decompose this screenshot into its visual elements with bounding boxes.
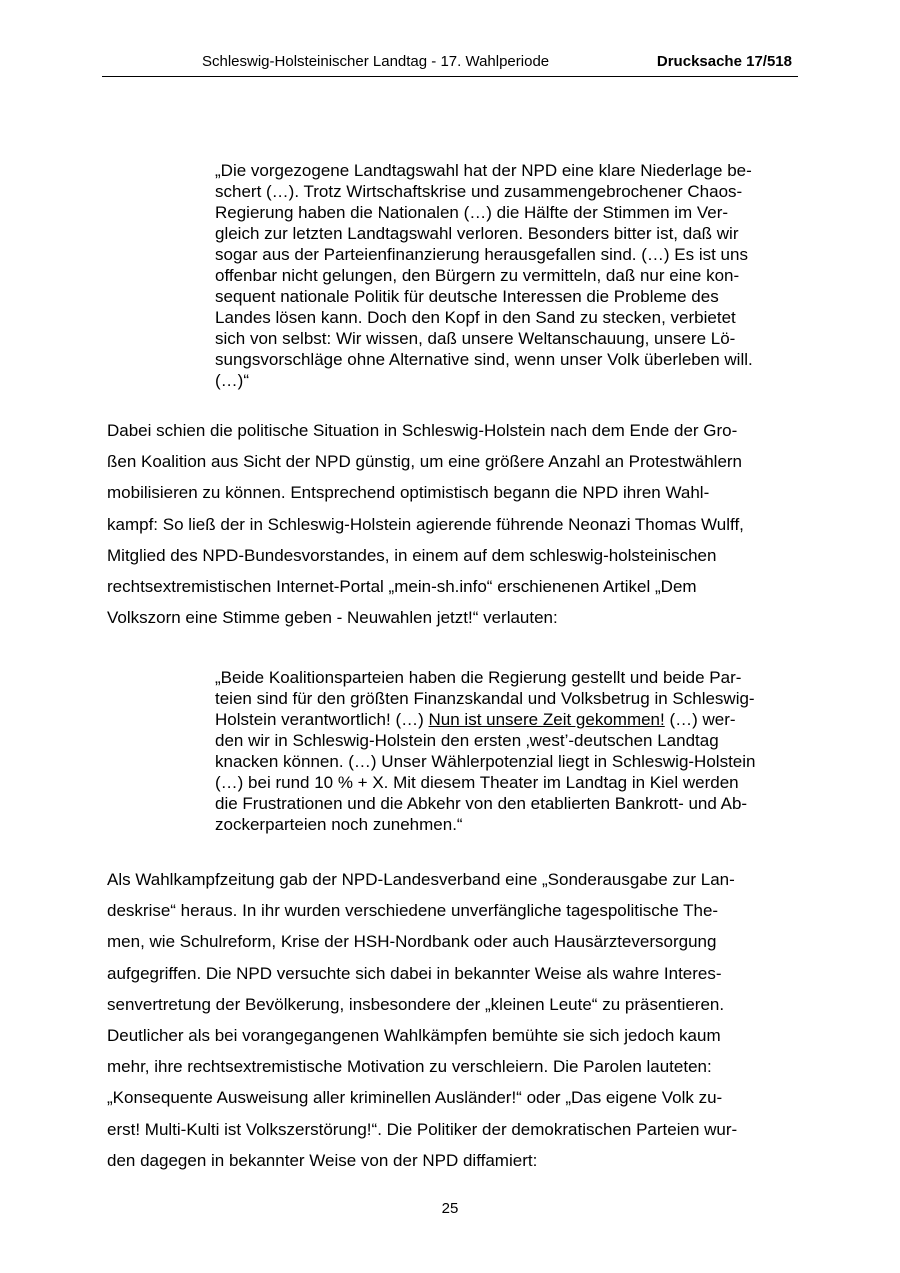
paragraph-line: Als Wahlkampfzeitung gab der NPD-Landesverband eine „Sonderausgabe zur Lan- [107,870,735,889]
quote-line: offenbar nicht gelungen, den Bürgern zu vermitteln, daß nur eine kon- [215,266,740,285]
paragraph-line: erst! Multi-Kulti ist Volkszerstörung!“. Die Politiker der demokratischen Parteien wur- [107,1119,738,1139]
quote-line: „Die vorgezogene Landtagswahl hat der NPD eine klare Niederlage be- [215,161,752,180]
body-paragraph-1 [107,415,807,633]
quote-line: die Frustrationen und die Abkehr von den etablierten Bankrott- und Ab- [215,794,748,813]
quote-line: zockerparteien noch zunehmen.“ [215,815,463,834]
quote-line: „Beide Koalitionsparteien haben die Regierung gestellt und beide Par- [215,668,742,687]
paragraph-line: men, wie Schulreform, Krise der HSH-Nordbank oder auch Hausärzteversorgung [107,932,717,952]
quote-line: sungsvorschläge ohne Alternative sind, wenn unser Volk überleben will. [215,350,753,369]
paragraph-line: senvertretung der Bevölkerung, insbesondere der „kleinen Leute“ zu präsentieren. [107,994,725,1014]
paragraph-line: Deutlicher als bei vorangegangenen Wahlkämpfen bemühte sie sich jedoch kaum [107,1026,721,1046]
page-number: 25 [441,1200,459,1217]
quote-line: Landes lösen kann. Doch den Kopf in den Sand zu stecken, verbietet [215,308,736,327]
quote-line: teien sind für den größten Finanzskandal und Volksbetrug in Schleswig- [215,689,755,708]
paragraph-line: den dagegen in bekannter Weise von der NPD diffamiert: [107,1150,538,1170]
quote-line: schert (…). Trotz Wirtschaftskrise und zusammengebrochener Chaos- [215,182,743,201]
paragraph-line: Dabei schien die politische Situation in Schleswig-Holstein nach dem Ende der Gro- [107,421,738,440]
paragraph-line: Volkszorn eine Stimme geben - Neuwahlen jetzt!“ verlauten: [107,608,558,628]
quote-line: sequent nationale Politik für deutsche Interessen die Probleme des [215,287,719,306]
paragraph-line: „Konsequente Ausweisung aller kriminellen Ausländer!“ oder „Das eigene Volk zu- [107,1088,723,1108]
paragraph-line: deskrise“ heraus. In ihr wurden verschiedene unverfängliche tagespolitische The- [107,901,719,921]
quote-line: (…)“ [215,371,249,390]
quote-line: gleich zur letzten Landtagswahl verloren. Besonders bitter ist, daß wir [215,224,739,243]
document-number: Drucksache 17/518 [656,53,792,70]
page-header [102,48,798,77]
header-title: Schleswig-Holsteinischer Landtag - 17. Wahlperiode [202,53,550,70]
quote-line: sich von selbst: Wir wissen, daß unsere Weltanschauung, unsere Lö- [215,329,736,348]
quote-text: (…) wer- [664,710,736,729]
quote-line: den wir in Schleswig-Holstein den ersten ‚west’-deutschen Landtag [215,731,719,750]
block-quote-2 [215,667,800,835]
paragraph-line: mobilisieren zu können. Entsprechend optimistisch begann die NPD ihren Wahl- [107,483,710,503]
paragraph-line: mehr, ihre rechtsextremistische Motivation zu verschleiern. Die Parolen lauteten: [107,1057,712,1077]
quote-line: knacken können. (…) Unser Wählerpotenzial liegt in Schleswig-Holstein [215,752,756,771]
paragraph-line: ßen Koalition aus Sicht der NPD günstig, um eine größere Anzahl an Protestwählern [107,452,743,472]
paragraph-line: kampf: So ließ der in Schleswig-Holstein agierende führende Neonazi Thomas Wulff, [107,514,744,534]
quote-line: sogar aus der Parteienfinanzierung herausgefallen sind. (…) Es ist uns [215,245,748,264]
body-paragraph-2 [107,864,807,1176]
paragraph-line: Mitglied des NPD-Bundesvorstandes, in einem auf dem schleswig-holsteinischen [107,545,717,565]
quote-line [215,709,800,730]
underlined-phrase: Nun ist unsere Zeit gekommen! [428,710,665,729]
quote-line: Regierung haben die Nationalen (…) die Hälfte der Stimmen im Ver- [215,203,729,222]
paragraph-line: rechtsextremistischen Internet-Portal „mein-sh.info“ erschienenen Artikel „Dem [107,577,697,597]
block-quote-1 [215,160,800,391]
quote-line: (…) bei rund 10 % + X. Mit diesem Theater im Landtag in Kiel werden [215,773,739,792]
paragraph-line: aufgegriffen. Die NPD versuchte sich dabei in bekannter Weise als wahre Interes- [107,963,722,983]
quote-text: Holstein verantwortlich! (…) [215,710,429,729]
